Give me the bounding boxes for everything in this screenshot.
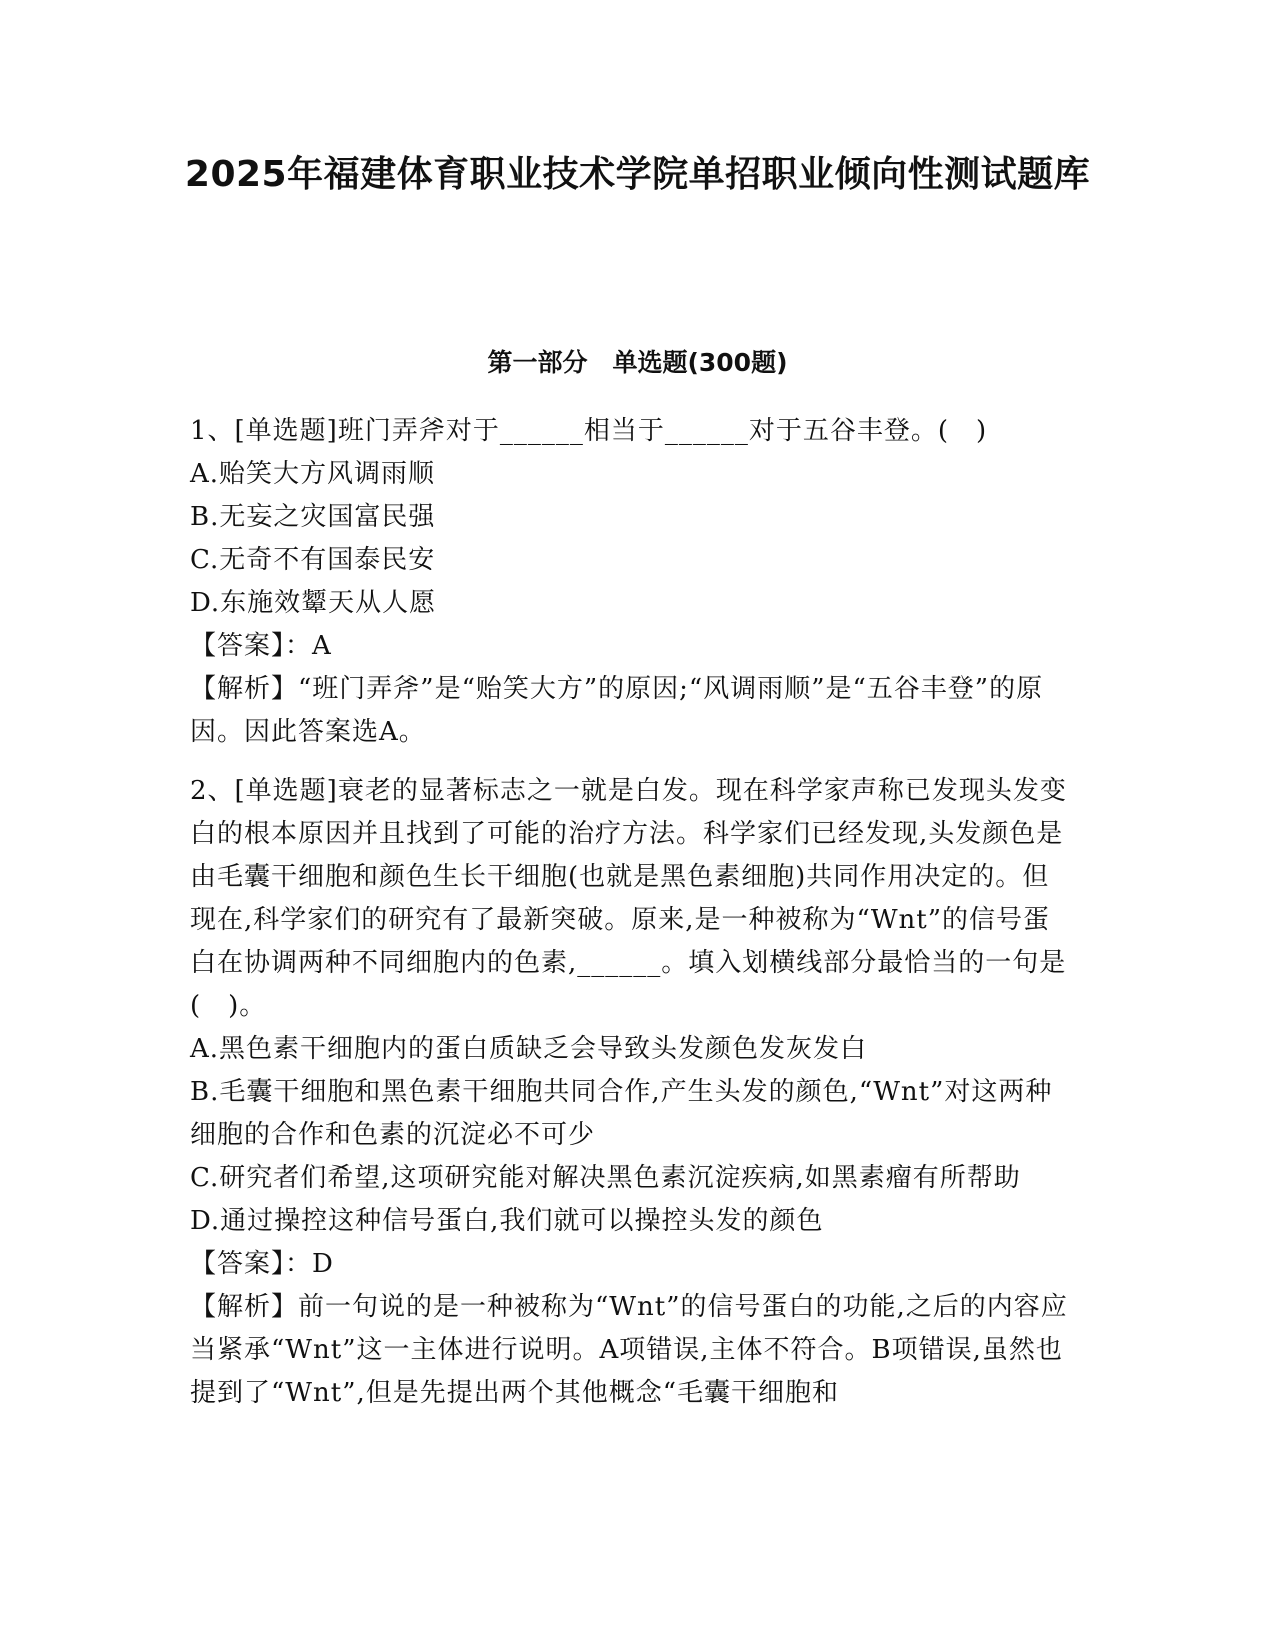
- analysis-text: 【解析】前一句说的是一种被称为“Wnt”的信号蛋白的功能,之后的内容应当紧承“Wnt”这一主体进行说明。A项错误,主体不符合。B项错误,虽然也提到了“Wnt”,但是先提出两个其他概念“毛囊干细胞和: [190, 1292, 1068, 1408]
- option-b: B.毛囊干细胞和黑色素干细胞共同合作,产生头发的颜色,“Wnt”对这两种细胞的合作和色素的沉淀必不可少: [190, 1077, 1053, 1150]
- answer-label: 【答案】：A: [190, 631, 332, 661]
- question-stem: 2、[单选题]衰老的显著标志之一就是白发。现在科学家声称已发现头发变白的根本原因并且找到了可能的治疗方法。科学家们已经发现,头发颜色是由毛囊干细胞和颜色生长干细胞(也就是黑色素细胞)共同作用决定的。但现在,科学家们的研究有了最新突破。原来,是一种被称为“Wnt”的信号蛋白在协调两种不同细胞内的色素,______。填入划横线部分最恰当的一句是( )。: [190, 776, 1067, 1021]
- option-c: C.无奇不有国泰民安: [190, 545, 436, 575]
- question-2: [190, 770, 1075, 1415]
- option-b: B.无妄之灾国富民强: [190, 502, 436, 532]
- question-stem: 1、[单选题]班门弄斧对于______相当于______对于五谷丰登。( ): [190, 416, 988, 446]
- option-d: D.东施效颦天从人愿: [190, 588, 437, 618]
- answer-label: 【答案】：D: [190, 1249, 334, 1279]
- option-d: D.通过操控这种信号蛋白,我们就可以操控头发的颜色: [190, 1206, 824, 1236]
- section-title: 第一部分 单选题(300题): [487, 348, 788, 377]
- analysis-text: 【解析】“班门弄斧”是“贻笑大方”的原因;“风调雨顺”是“五谷丰登”的原因。因此答案选A。: [190, 674, 1044, 747]
- option-a: A.黑色素干细胞内的蛋白质缺乏会导致头发颜色发灰发白: [190, 1034, 868, 1064]
- question-list: [190, 410, 1075, 1415]
- question-1: [190, 410, 1075, 754]
- option-c: C.研究者们希望,这项研究能对解决黑色素沉淀疾病,如黑素瘤有所帮助: [190, 1163, 1021, 1193]
- document-title: 2025年福建体育职业技术学院单招职业倾向性测试题库: [184, 154, 1091, 195]
- option-a: A.贻笑大方风调雨顺: [190, 459, 436, 489]
